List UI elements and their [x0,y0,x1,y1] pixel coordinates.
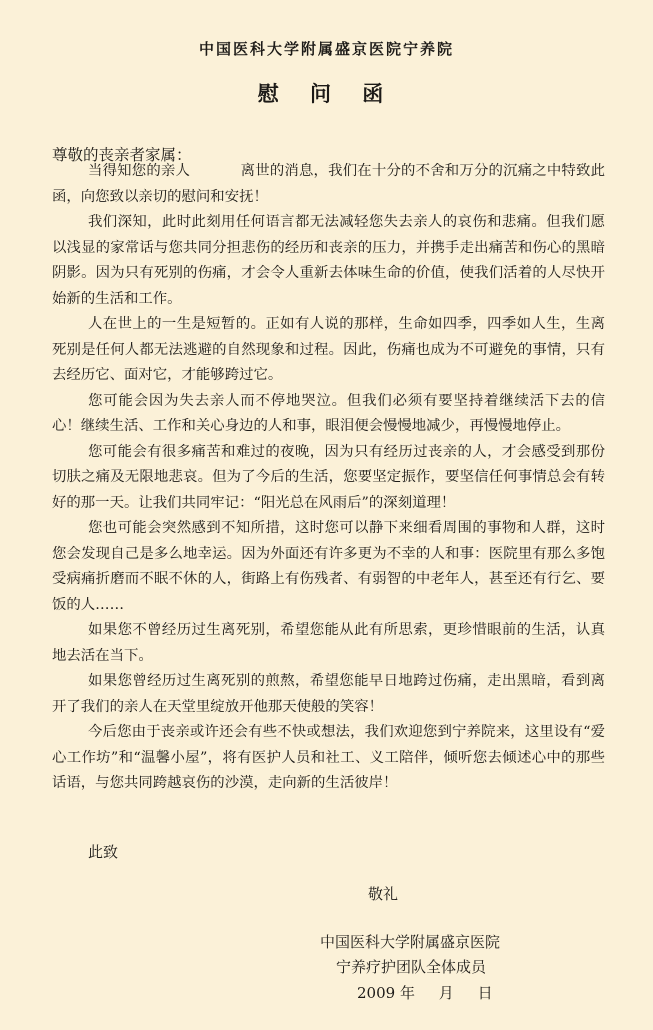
paragraph: 我们深知，此时此刻用任何语言都无法减轻您失去亲人的哀伤和悲痛。但我们愿以浅显的家常话与您共同分担悲伤的经历和丧亲的压力，并携手走出痛苦和伤心的黑暗阴影。因为只有死别的伤痛，才会令人重新去体味生命的价值，使我们活着的人尽快开始新的生活和工作。 [52,214,605,307]
paragraph: 人在世上的一生是短暂的。正如有人说的那样，生命如四季，四季如人生，生离死别是任何人都无法逃避的自然现象和过程。因此，伤痛也成为不可避免的事情，只有去经历它、面对它，才能够跨过它。 [52,316,605,383]
opening-text-after: 离世的消息，我们在十分的不舍和万分的沉痛之中特致此函，向您致以亲切的慰问和安抚！ [52,163,605,205]
paragraph: 如果您不曾经历过生离死别，希望您能从此有所思索，更珍惜眼前的生活，认真地去活在当下。 [52,622,605,664]
paragraph: 您可能会因为失去亲人而不停地哭泣。但我们必须有要坚持着继续活下去的信心！继续生活、工作和关心身边的人和事，眼泪便会慢慢地减少，再慢慢地停止。 [52,392,605,434]
paragraph: 您也可能会突然感到不知所措，这时您可以静下来细看周围的事物和人群，这时您会发现自己是多么地幸运。因为外面还有许多更为不幸的人和事：医院里有那么多饱受病痛折磨而不眠不休的人，街路上有伤残者、有弱智的中老年人，甚至还有行乞、要饭的人…… [52,520,605,613]
closing-jingli: 敬礼 [368,885,399,903]
letter-title: 慰 问 函 [257,81,396,106]
paragraph: 如果您曾经历过生离死别的煎熬，希望您能早日地跨过伤痛，走出黑暗，看到离开了我们的亲人在天堂里绽放开他那天使般的笑容！ [52,673,605,715]
closing-cizhi: 此致 [88,843,119,861]
signature-organization: 中国医科大学附属盛京医院 [320,933,501,951]
letter-body [52,159,605,797]
paragraph: 您可能会有很多痛苦和难过的夜晚，因为只有经历过丧亲的人，才会感受到那份切肤之痛及无限地悲哀。但为了今后的生活，您要坚定振作，要坚信任何事情总会有转好的那一天。让我们共同牢记：“阳光总在风雨后”的深刻道理！ [52,443,605,511]
signature-team: 宁养疗护团队全体成员 [336,958,487,976]
opening-paragraph [52,159,605,210]
paragraph: 今后您由于丧亲或许还会有些不快或想法，我们欢迎您到宁养院来，这里设有“爱心工作坊”和“温馨小屋”，将有医护人员和社工、义工陪伴，倾听您去倾述心中的那些话语，与您共同跨越哀伤的沙漠，走向新的生活彼岸！ [52,724,605,791]
opening-text-before: 当得知您的亲人 [88,163,191,179]
hospital-name: 中国医科大学附属盛京医院宁养院 [198,40,454,58]
salutation: 尊敬的丧亲者家属： [52,146,192,164]
signature-date: 2009 年 月 日 [357,984,493,1002]
